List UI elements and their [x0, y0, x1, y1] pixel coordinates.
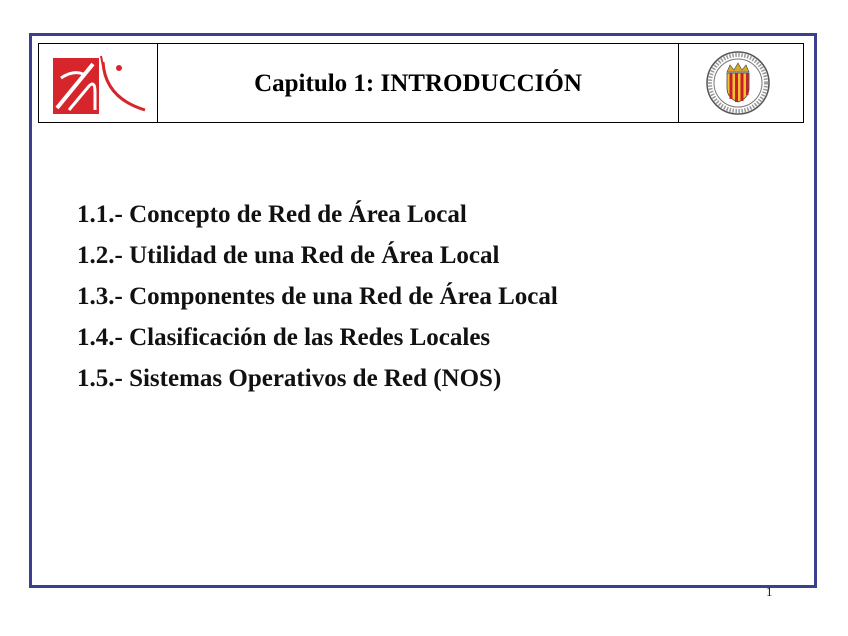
list-item: 1.2.- Utilidad de una Red de Área Local	[77, 242, 500, 269]
page-number: 1	[766, 584, 773, 599]
department-logo-icon	[43, 48, 153, 118]
list-item: 1.4.- Clasificación de las Redes Locales	[77, 324, 491, 351]
list-item: 1.3.- Componentes de una Red de Área Local	[77, 283, 558, 310]
slide-header	[38, 43, 804, 123]
header-divider-right	[678, 44, 679, 122]
list-item: 1.5.- Sistemas Operativos de Red (NOS)	[77, 365, 502, 392]
university-seal-icon	[705, 50, 771, 116]
list-item: 1.1.- Concepto de Red de Área Local	[77, 201, 467, 228]
topic-list	[77, 194, 558, 399]
slide-title: Capitulo 1: INTRODUCCIÓN	[254, 70, 582, 97]
